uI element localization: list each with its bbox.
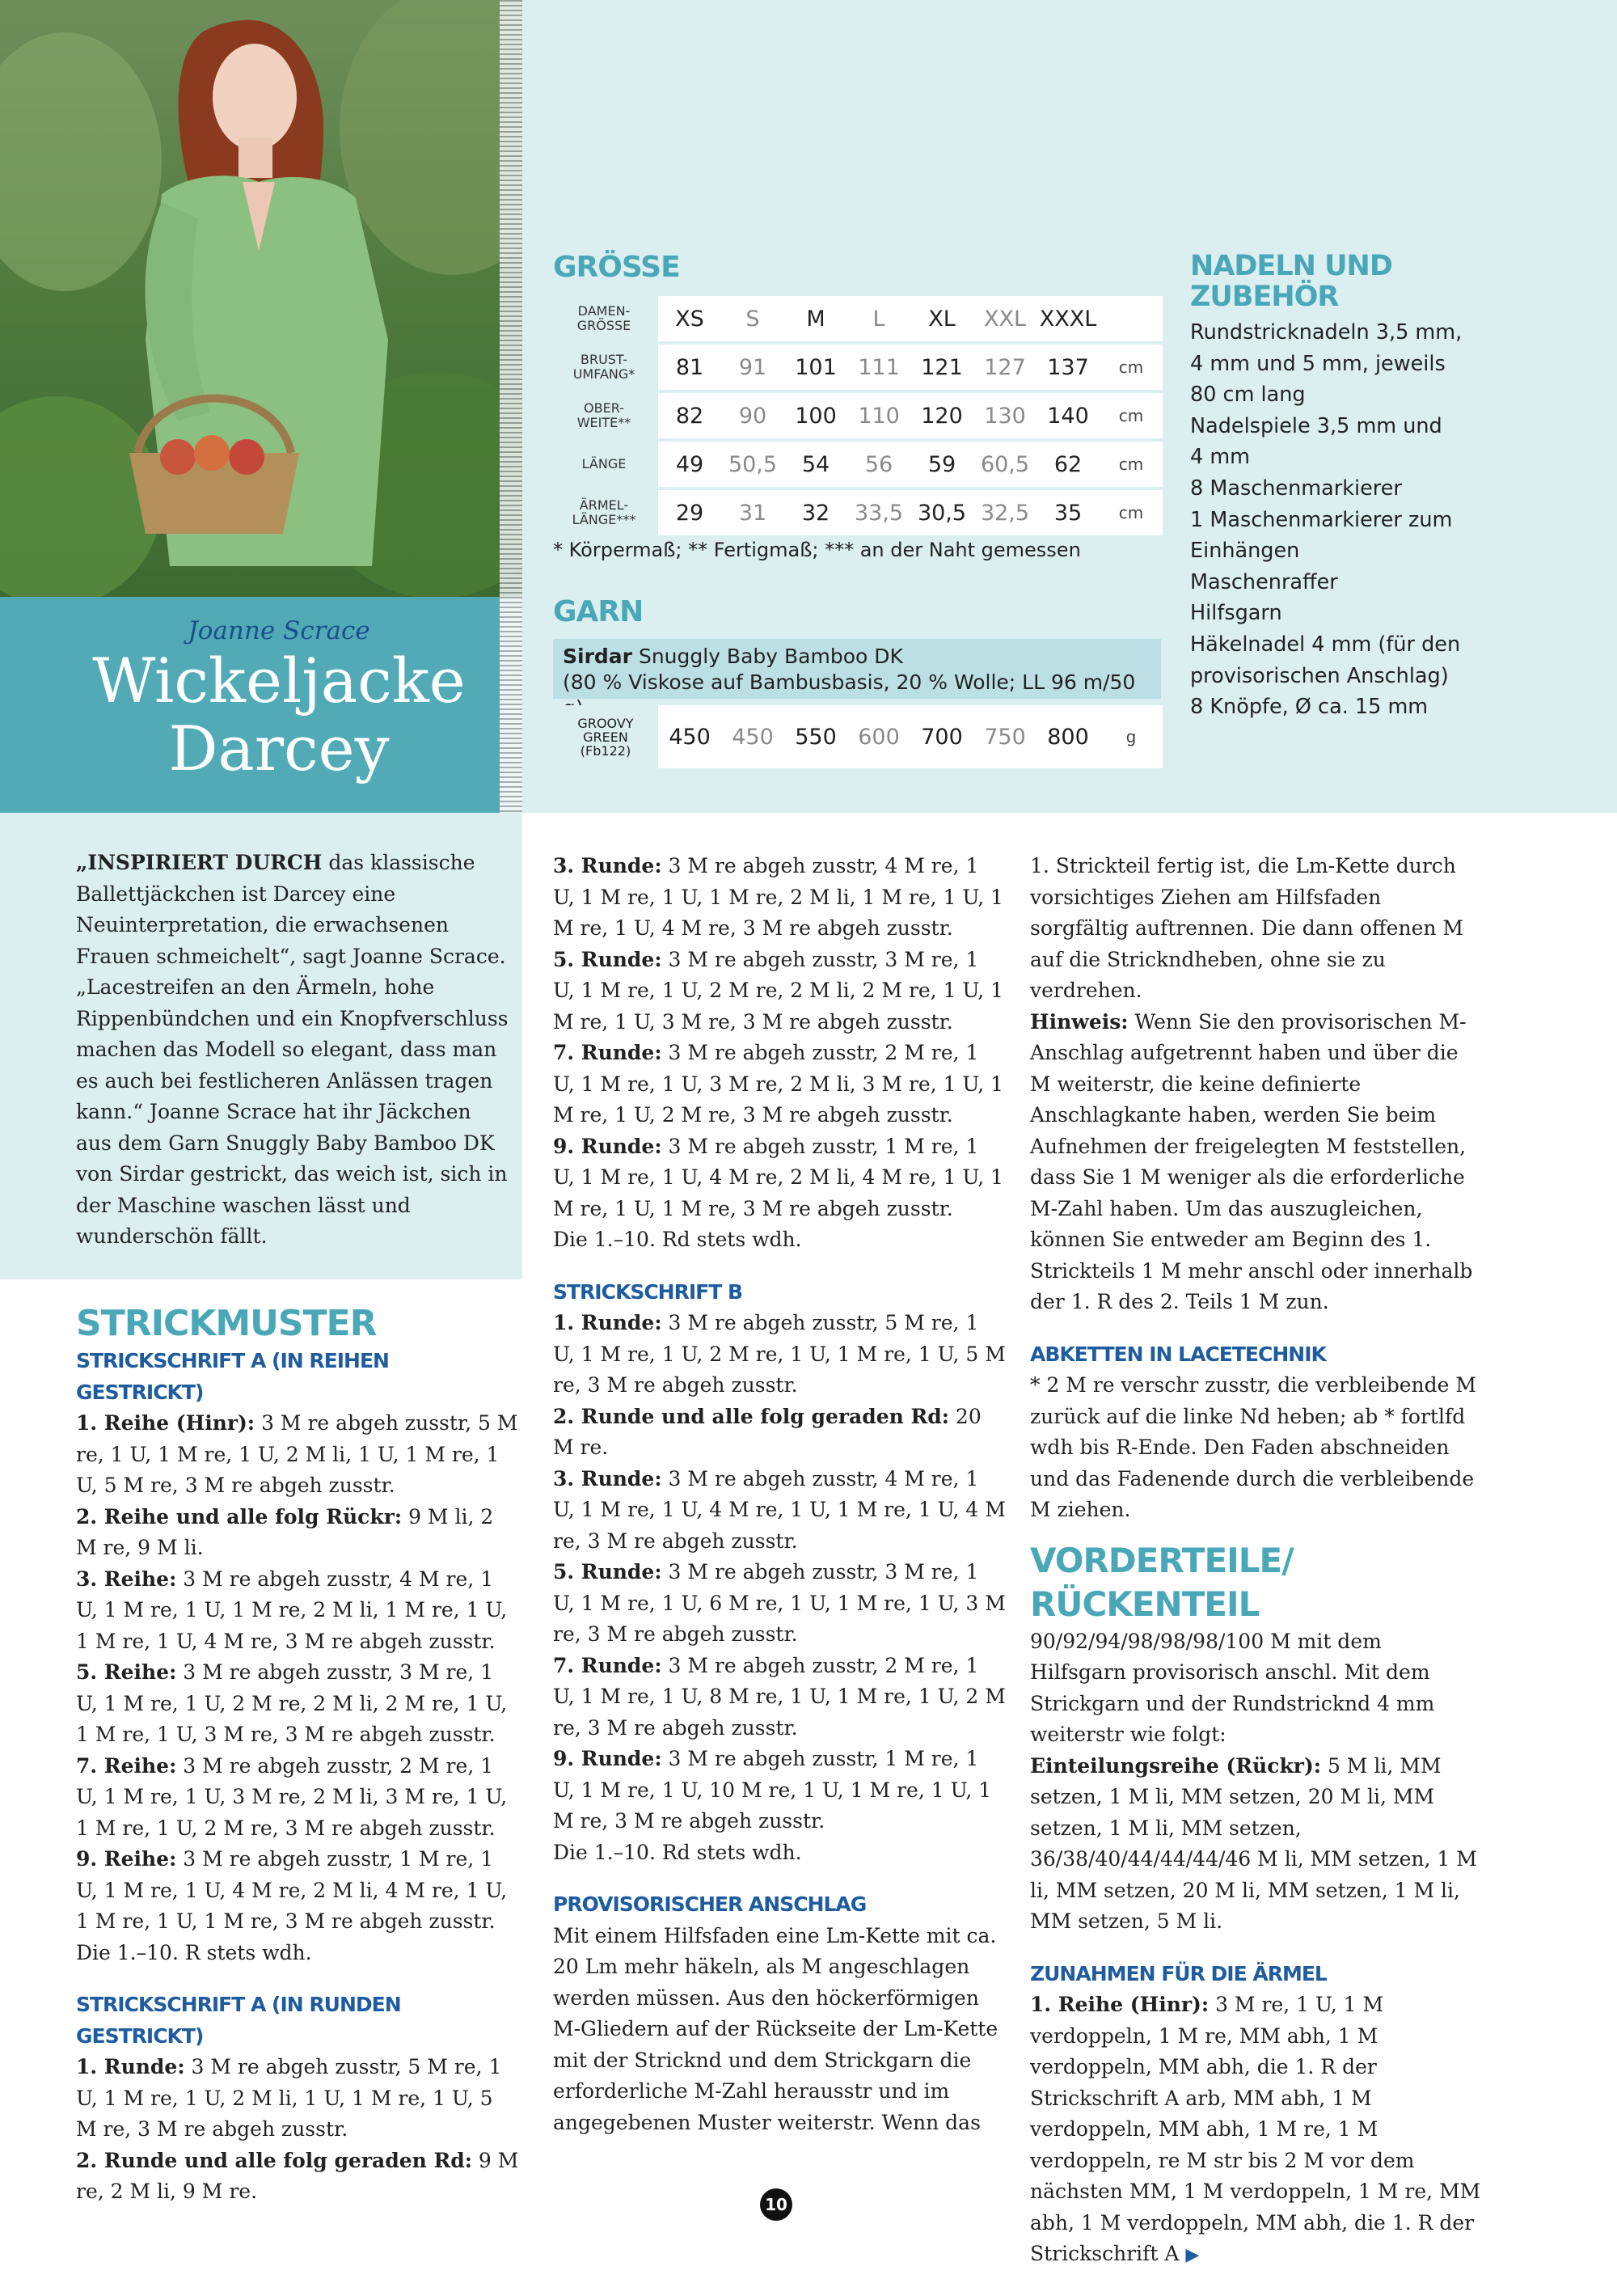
- intro-text: [76, 848, 513, 1253]
- yarn-color-label: [553, 705, 658, 768]
- instruction-row: [76, 1564, 519, 1658]
- chart-b-list: [553, 1308, 1006, 1868]
- size-cell: 54: [784, 442, 847, 487]
- sleeve-row-1-label: 1. Reihe (Hinr):: [1030, 1993, 1210, 2016]
- yarn-unit: g: [1100, 705, 1163, 768]
- sleeve-increases-heading: ZUNAHMEN FÜR DIE ÄRMEL: [1030, 1961, 1327, 1985]
- size-cell: 130: [973, 393, 1036, 438]
- size-row: [553, 490, 1163, 535]
- size-cell: 91: [721, 345, 784, 390]
- hint-text: Wenn Sie den provisorischen M-Anschlag aufgetrennt haben und über die M weiterstr, die keine definierte Anschlagkante haben, werden Sie beim Aufnehmen der freigelegten M feststellen, dass Sie 1 M weniger als die erforderliche M-Zahl haben. Um das auszugleichen, können Sie entweder am Beginn des 1. Strickteils 1 M mehr anschl oder innerhalb der 1. R des 2. Teils 1 M zun.: [1030, 1009, 1473, 1313]
- size-row-label: [553, 442, 658, 487]
- instruction-row-text: 3 M re abgeh zusstr, 3 M re, 1 U, 1 M re, 1 U, 6 M re, 1 U, 1 M re, 1 U, 3 M re, 3 M re abgeh zusstr.: [553, 1560, 1006, 1646]
- size-row-label-1: LÄNGE: [581, 456, 627, 471]
- size-row-label-2: GRÖSSE: [576, 318, 631, 333]
- instruction-row-text: 20 M re.: [553, 1404, 982, 1459]
- instruction-row: [76, 1408, 519, 1502]
- instruction-row-text: 3 M re abgeh zusstr, 2 M re, 1 U, 1 M re, 1 U, 3 M re, 2 M li, 3 M re, 1 U, 1 M re, 1 U, 2 M re, 3 M re abgeh zusstr.: [553, 1041, 1004, 1127]
- instruction-row-text: 3 M re abgeh zusstr, 2 M re, 1 U, 1 M re, 1 U, 8 M re, 1 U, 1 M re, 1 U, 2 M re, 3 M re abgeh zusstr.: [553, 1653, 1006, 1740]
- yarn-amount-cell: 600: [847, 705, 910, 768]
- title-line-2: Darcey: [168, 712, 390, 784]
- lace-bindoff-heading: ABKETTEN IN LACETECHNIK: [1030, 1342, 1326, 1366]
- instruction-row-text: Die 1.–10. Rd stets wdh.: [553, 1840, 802, 1864]
- size-cell: 32: [784, 490, 847, 535]
- needles-list-item: 8 Knöpfe, Ø ca. 15 mm: [1190, 695, 1429, 720]
- size-cell: 110: [847, 393, 910, 438]
- intro-body: das klassische Ballettjäckchen ist Darcey eine Neuinterpretation, die erwachsenen Frauen schmeichelt“, sagt Joanne Scrace. „Lacestreifen an den Ärmeln, hohe Rippenbündchen und ein Knopfverschluss machen das Modell so elegant, dass man es auch bei festlicheren Anlässen tragen kann.“ Joanne Scrace hat ihr Jäckchen aus dem Garn Snuggly Baby Bamboo DK von Sirdar gestrickt, das weich ist, sich in der Maschine waschen lässt und wunderschön fällt.: [76, 851, 509, 1248]
- needles-list-item: 4 mm und 5 mm, jeweils: [1190, 351, 1446, 376]
- pattern-title: [0, 647, 558, 783]
- instruction-row: [76, 2146, 519, 2208]
- size-cell: S: [721, 296, 784, 341]
- needles-list-item: Rundstricknadeln 3,5 mm,: [1190, 320, 1463, 345]
- fronts-back-heading: VORDERTEILE/ RÜCKENTEIL: [1030, 1540, 1294, 1624]
- needles-list-item: 8 Maschenmarkierer: [1190, 476, 1402, 501]
- fronts-back-text: 90/92/94/98/98/98/100 M mit dem Hilfsgarn provisorisch anschl. Mit dem Strickgarn und der Rundstricknd 4 mm weiterstr wie folgt:: [1030, 1629, 1435, 1746]
- instruction-row: [553, 1744, 1006, 1837]
- instruction-row-label: 1. Runde:: [553, 1311, 662, 1334]
- instruction-row: [553, 1837, 1006, 1869]
- chart-a-rounds-continued: [553, 851, 1006, 1256]
- instruction-row-text: 3 M re abgeh zusstr, 1 M re, 1 U, 1 M re, 1 U, 4 M re, 2 M li, 4 M re, 1 U, 1 M re, 1 U, 1 M re, 3 M re abgeh zusstr.: [76, 1847, 508, 1933]
- continue-arrow-icon: ▶: [1185, 2245, 1200, 2265]
- needles-list-item: 4 mm: [1190, 445, 1251, 470]
- size-footnote: * Körpermaß; ** Fertigmaß; *** an der Naht gemessen: [553, 539, 1081, 561]
- yarn-amount-cell: 550: [784, 705, 847, 768]
- strickmuster-heading: STRICKMUSTER: [76, 1303, 377, 1344]
- lace-bindoff-text: * 2 M re verschr zusstr, die verbleibende M zurück auf die linke Nd heben; ab * fortlfd wdh bis R-Ende. Den Faden abschneiden und das Fadenende durch die verbleibende M ziehen.: [1030, 1373, 1476, 1521]
- needles-list: [1190, 317, 1594, 723]
- instruction-row-text: 3 M re abgeh zusstr, 1 M re, 1 U, 1 M re, 1 U, 10 M re, 1 U, 1 M re, 1 U, 1 M re, 3 M re abgeh zusstr.: [553, 1747, 992, 1833]
- instruction-row-label: 3. Runde:: [553, 854, 662, 877]
- size-row-label-1: BRUST-: [580, 352, 628, 367]
- needles-heading-line-2: ZUBEHÖR: [1190, 281, 1339, 313]
- instruction-row: [553, 1464, 1006, 1558]
- provisional-cast-on-heading: PROVISORISCHER ANSCHLAG: [553, 1892, 867, 1916]
- size-row: [553, 345, 1163, 390]
- column-2: [553, 851, 1006, 2138]
- instruction-row-text: 9 M re, 2 M li, 9 M re.: [76, 2148, 519, 2203]
- needles-list-item: 1 Maschenmarkierer zum: [1190, 507, 1453, 532]
- chart-b-heading: STRICKSCHRIFT B: [553, 1279, 743, 1304]
- intro-lead: „INSPIRIERT DURCH: [76, 851, 323, 874]
- instruction-row: [553, 1308, 1006, 1402]
- instruction-row-label: 2. Reihe und alle folg Rückr:: [76, 1504, 403, 1529]
- size-row-label: [553, 296, 658, 341]
- yarn-name: Snuggly Baby Bamboo DK: [632, 645, 903, 668]
- yarn-brand: Sirdar: [563, 645, 632, 668]
- instruction-row-text: 3 M re abgeh zusstr, 5 M re, 1 U, 1 M re, 1 U, 2 M li, 1 U, 1 M re, 1 U, 5 M re, 3 M re abgeh zusstr.: [76, 1411, 518, 1497]
- yarn-amount-cell: 750: [973, 705, 1036, 768]
- yarn-info: [553, 639, 1161, 699]
- size-cell: 127: [973, 345, 1036, 390]
- size-row-label: [553, 393, 658, 438]
- size-unit: cm: [1100, 490, 1163, 535]
- instruction-row-label: 2. Runde und alle folg geraden Rd:: [553, 1404, 949, 1428]
- size-cell: 29: [658, 490, 721, 535]
- size-row: [553, 296, 1163, 341]
- instruction-row: [553, 1131, 1006, 1225]
- yarn-heading: GARN: [553, 595, 644, 628]
- size-row-label-1: DAMEN-: [577, 303, 631, 319]
- size-cell: 121: [910, 345, 973, 390]
- instruction-row-label: 7. Runde:: [553, 1041, 662, 1064]
- chart-a-rows-list: [76, 1408, 519, 1968]
- size-heading: GRÖSSE: [553, 251, 680, 284]
- needles-list-item: Einhängen: [1190, 539, 1300, 564]
- instruction-row: [553, 945, 1006, 1038]
- needles-heading-line-1: NADELN UND: [1190, 250, 1392, 282]
- size-unit: cm: [1100, 345, 1163, 390]
- size-row-label-2: LÄNGE***: [572, 512, 636, 527]
- size-cell: 111: [847, 345, 910, 390]
- size-cell: 140: [1036, 393, 1100, 438]
- size-unit: cm: [1100, 393, 1163, 438]
- needles-list-item: 80 cm lang: [1190, 383, 1306, 408]
- chart-a-rows-heading: STRICKSCHRIFT A (IN REIHEN GESTRICKT): [76, 1349, 389, 1404]
- size-cell: 90: [721, 393, 784, 438]
- instruction-row-text: 3 M re abgeh zusstr, 4 M re, 1 U, 1 M re, 1 U, 1 M re, 2 M li, 1 M re, 1 U, 1 M re, 1 U, 4 M re, 3 M re abgeh zusstr.: [76, 1567, 508, 1653]
- instruction-row: [76, 1938, 519, 1969]
- page-number: 10: [760, 2188, 792, 2221]
- instruction-row-label: 9. Reihe:: [76, 1847, 177, 1871]
- color-label-2: GREEN: [583, 729, 628, 745]
- instruction-row-text: 3 M re abgeh zusstr, 5 M re, 1 U, 1 M re, 1 U, 2 M re, 1 U, 1 M re, 1 U, 5 M re, 3 M re abgeh zusstr.: [553, 1311, 1006, 1397]
- size-cell: 31: [721, 490, 784, 535]
- instruction-row: [76, 1657, 519, 1751]
- size-cell: 30,5: [910, 490, 973, 535]
- yarn-amount-cell: 800: [1036, 705, 1100, 768]
- size-table: [553, 293, 1163, 539]
- author-name: Joanne Scrace: [188, 616, 370, 645]
- size-row-label-2: UMFANG*: [572, 366, 635, 382]
- size-cell: 49: [658, 442, 721, 487]
- size-cell: 120: [910, 393, 973, 438]
- size-row: [553, 442, 1163, 487]
- yarn-amount-cell: 450: [721, 705, 784, 768]
- instruction-row: [553, 1651, 1006, 1744]
- size-cell: 60,5: [973, 442, 1036, 487]
- instruction-row: [76, 1844, 519, 1938]
- size-cell: 82: [658, 393, 721, 438]
- size-cell: 35: [1036, 490, 1100, 535]
- size-row-label: [553, 345, 658, 390]
- needles-list-item: provisorischen Anschlag): [1190, 663, 1449, 688]
- chart-a-rounds-heading: STRICKSCHRIFT A (IN RUNDEN GESTRICKT): [76, 1993, 401, 2048]
- provisional-cast-on-text: Mit einem Hilfsfaden eine Lm-Kette mit ca. 20 Lm mehr häkeln, als M angeschlagen werden müssen. Aus den höckerförmigen M-Gliedern auf der Rückseite der Lm-Kette mit der Stricknd und dem Strickgarn die erforderliche M-Zahl herausstr und im angegebenen Muster weiterstr. Wenn das: [553, 1923, 998, 2134]
- size-row-label-2: WEITE**: [576, 415, 631, 430]
- provisional-cast-on-continued: 1. Strickteil fertig ist, die Lm-Kette durch vorsichtiges Ziehen am Hilfsfaden sorgfältig auftrennen. Die dann offenen M auf die Strickndheben, ohne sie zu verdrehen.: [1030, 854, 1464, 1002]
- instruction-row-text: 3 M re abgeh zusstr, 3 M re, 1 U, 1 M re, 1 U, 2 M re, 2 M li, 2 M re, 1 U, 1 M re, 1 U, 3 M re, 3 M re abgeh zusstr.: [553, 947, 1004, 1034]
- instruction-row-label: 7. Reihe:: [76, 1753, 177, 1778]
- instruction-row-text: 3 M re abgeh zusstr, 1 M re, 1 U, 1 M re, 1 U, 4 M re, 2 M li, 4 M re, 1 U, 1 M re, 1 U, 1 M re, 3 M re abgeh zusstr.: [553, 1134, 1004, 1220]
- instruction-row-text: 3 M re abgeh zusstr, 3 M re, 1 U, 1 M re, 1 U, 2 M re, 2 M li, 2 M re, 1 U, 1 M re, 1 U, 3 M re, 3 M re abgeh zusstr.: [76, 1660, 508, 1746]
- instruction-row-label: 5. Runde:: [553, 947, 662, 971]
- yarn-amount-cell: 450: [658, 705, 721, 768]
- instruction-row-text: Die 1.–10. R stets wdh.: [76, 1940, 312, 1964]
- instruction-row-text: 3 M re abgeh zusstr, 4 M re, 1 U, 1 M re, 1 U, 1 M re, 2 M li, 1 M re, 1 U, 1 M re, 1 U, 4 M re, 3 M re abgeh zusstr.: [553, 854, 1004, 940]
- instruction-row-label: 9. Runde:: [553, 1134, 662, 1158]
- size-cell: 137: [1036, 345, 1100, 390]
- size-cell: 59: [910, 442, 973, 487]
- title-line-1: Wickeljacke: [92, 645, 466, 717]
- hint-label: Hinweis:: [1030, 1009, 1129, 1034]
- instruction-row: [553, 1557, 1006, 1651]
- yarn-amount-table: [553, 705, 1163, 768]
- instruction-row-label: 2. Runde und alle folg geraden Rd:: [76, 2148, 472, 2172]
- sleeve-row-1-text: 3 M re, 1 U, 1 M verdoppeln, 1 M re, MM abh, 1 M verdoppeln, MM abh, die 1. R der Strickschrift A arb, MM abh, 1 M verdoppeln, MM abh, 1 M re, 1 M verdoppeln, re M str bis 2 M vor dem nächsten MM, 1 M verdoppeln, 1 M re, MM abh, 1 M verdoppeln, MM abh, die 1. R der Strickschrift A: [1030, 1993, 1481, 2265]
- needles-list-item: Maschenraffer: [1190, 569, 1338, 594]
- size-cell: 100: [784, 393, 847, 438]
- setup-row-text: 5 M li, MM setzen, 1 M li, MM setzen, 20 M li, MM setzen, 1 M li, MM setzen, 36/38/40/44/44/44/46 M li, MM setzen, 1 M li, MM setzen, 20 M li, MM setzen, 1 M li, MM setzen, 5 M li.: [1030, 1753, 1477, 1933]
- instruction-row-label: 3. Runde:: [553, 1466, 662, 1490]
- color-label-1: GROOVY: [577, 715, 634, 731]
- instruction-row-label: 1. Reihe (Hinr):: [76, 1411, 255, 1435]
- yarn-amount-row: [553, 705, 1163, 768]
- instruction-row-label: 1. Runde:: [76, 2055, 185, 2078]
- instruction-row: [76, 1502, 519, 1564]
- size-unit: [1100, 296, 1163, 341]
- needles-list-item: Nadelspiele 3,5 mm und: [1190, 413, 1442, 438]
- column-1: [76, 1302, 519, 2208]
- instruction-row-text: 3 M re abgeh zusstr, 2 M re, 1 U, 1 M re, 1 U, 3 M re, 2 M li, 3 M re, 1 U, 1 M re, 1 U, 2 M re, 3 M re abgeh zusstr.: [76, 1753, 508, 1840]
- instruction-row-text: 9 M li, 2 M re, 9 M li.: [76, 1504, 494, 1559]
- instruction-row: [76, 2052, 519, 2146]
- size-cell: M: [784, 296, 847, 341]
- instruction-row: [553, 851, 1006, 945]
- yarn-composition: (80 % Viskose auf Bambusbasis, 20 % Wolle; LL 96 m/50: [563, 670, 1136, 694]
- model-photo: [0, 0, 522, 597]
- size-cell: XXXL: [1036, 296, 1100, 341]
- needles-list-item: Hilfsgarn: [1190, 601, 1282, 626]
- instruction-row: [553, 1402, 1006, 1464]
- instruction-row-text: 3 M re abgeh zusstr, 4 M re, 1 U, 1 M re, 1 U, 4 M re, 1 U, 1 M re, 1 U, 4 M re, 3 M re abgeh zusstr.: [553, 1466, 1006, 1553]
- size-cell: 101: [784, 345, 847, 390]
- size-cell: XXL: [973, 296, 1036, 341]
- needles-list-item: Häkelnadel 4 mm (für den: [1190, 632, 1461, 657]
- size-row-label: [553, 490, 658, 535]
- needles-heading: [1190, 251, 1578, 312]
- size-cell: 33,5: [847, 490, 910, 535]
- size-cell: 50,5: [721, 442, 784, 487]
- size-cell: 62: [1036, 442, 1100, 487]
- size-cell: L: [847, 296, 910, 341]
- instruction-row-text: 3 M re abgeh zusstr, 5 M re, 1 U, 1 M re, 1 U, 2 M li, 1 U, 1 M re, 1 U, 5 M re, 3 M re abgeh zusstr.: [76, 2055, 502, 2141]
- chart-a-rounds-list: [76, 2052, 519, 2208]
- size-row-label-1: ÄRMEL-: [579, 497, 629, 513]
- instruction-row: [76, 1751, 519, 1845]
- size-cell: XL: [910, 296, 973, 341]
- instruction-row-label: 5. Reihe:: [76, 1660, 177, 1684]
- column-3: [1030, 851, 1483, 2272]
- instruction-row-label: 5. Runde:: [553, 1560, 662, 1584]
- size-row: [553, 393, 1163, 438]
- instruction-row-label: 3. Reihe:: [76, 1567, 177, 1591]
- instruction-row-text: Die 1.–10. Rd stets wdh.: [553, 1228, 802, 1251]
- instruction-row: [553, 1224, 1006, 1256]
- instruction-row-label: 9. Runde:: [553, 1747, 662, 1770]
- size-cell: 56: [847, 442, 910, 487]
- instruction-row: [553, 1038, 1006, 1131]
- yarn-amount-cell: 700: [910, 705, 973, 768]
- size-row-label-1: OBER-: [584, 400, 624, 416]
- size-cell: 81: [658, 345, 721, 390]
- size-cell: 32,5: [973, 490, 1036, 535]
- instruction-row-label: 7. Runde:: [553, 1653, 662, 1677]
- color-label-3: (Fb122): [580, 742, 631, 759]
- size-cell: XS: [658, 296, 721, 341]
- size-unit: cm: [1100, 442, 1163, 487]
- setup-row-label: Einteilungsreihe (Rückr):: [1030, 1753, 1321, 1778]
